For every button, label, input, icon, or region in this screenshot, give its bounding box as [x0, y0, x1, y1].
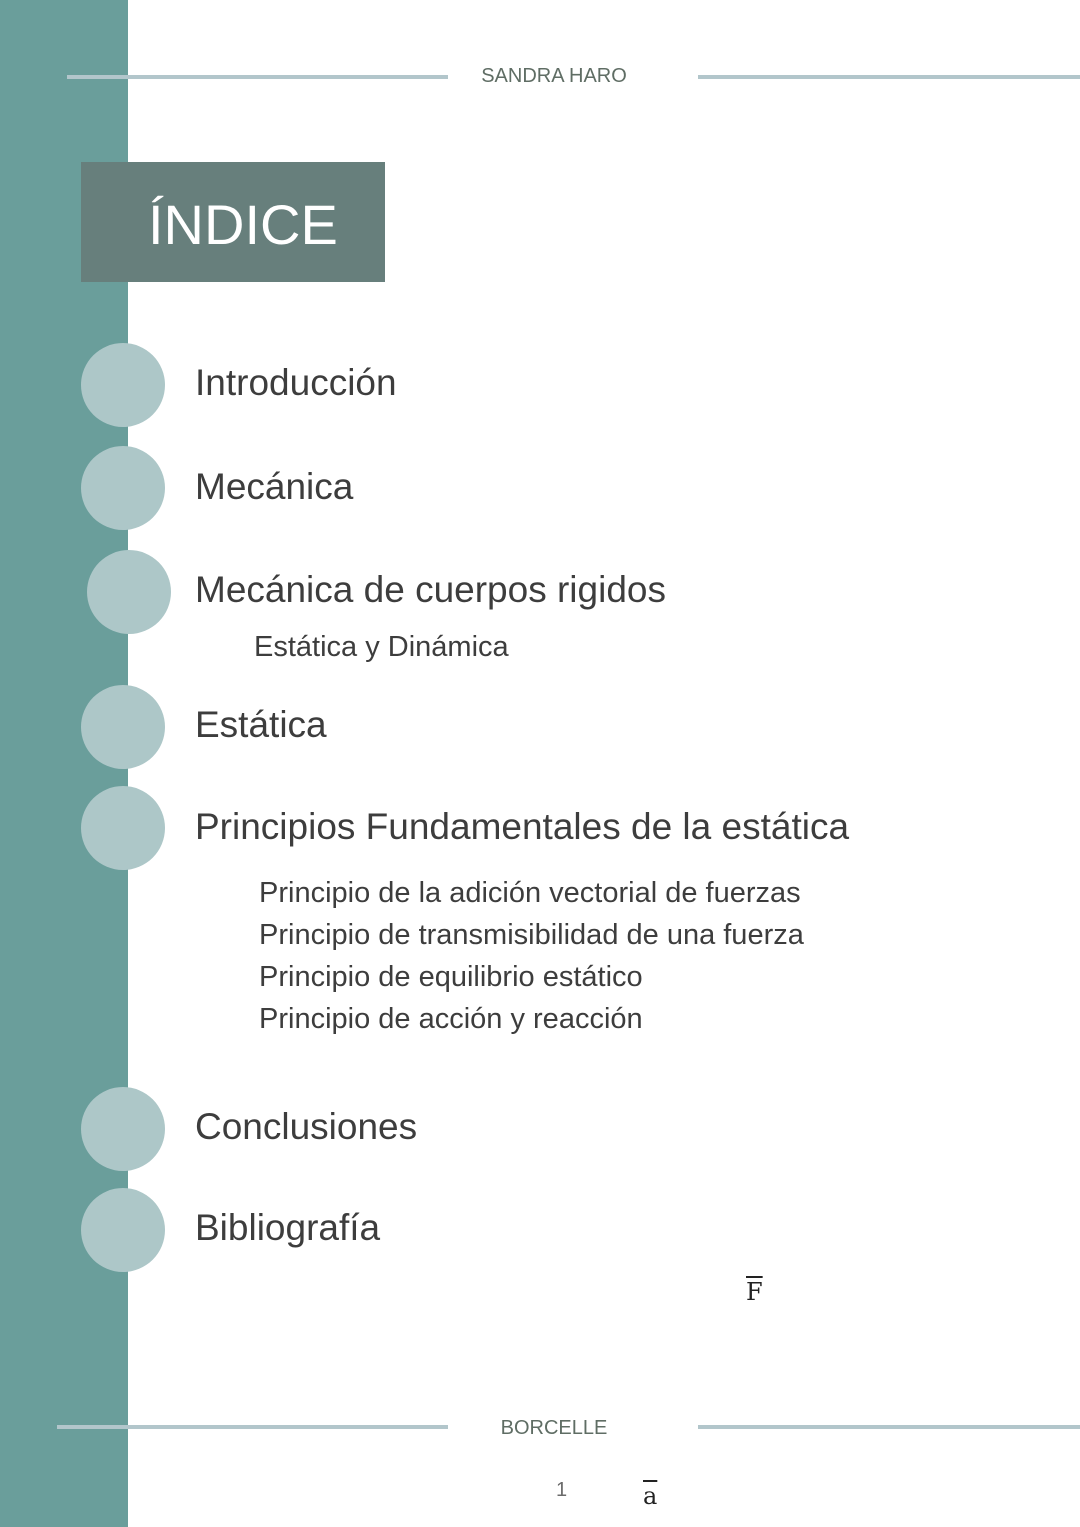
toc-item-mecanica-cuerpos-rigidos[interactable]: Mecánica de cuerpos rigidos: [195, 569, 666, 610]
bullet-circle: [81, 343, 165, 427]
title-box: [81, 162, 385, 282]
page-number: 1: [556, 1479, 568, 1501]
toc-subitem[interactable]: Principio de acción y reacción: [259, 1003, 643, 1035]
bullet-circle: [81, 446, 165, 530]
footer-rule-left: [57, 1425, 448, 1429]
bullet-circle: [81, 1087, 165, 1171]
bullet-circle: [81, 1188, 165, 1272]
toc-subitem[interactable]: Principio de equilibrio estático: [259, 961, 643, 993]
toc-item-conclusiones[interactable]: Conclusiones: [195, 1106, 418, 1147]
toc-item-introduccion[interactable]: Introducción: [195, 362, 397, 403]
toc-item-estatica[interactable]: Estática: [195, 704, 327, 745]
toc-item-principios[interactable]: Principios Fundamentales de la estática: [195, 806, 850, 847]
header-rule-right: [698, 75, 1080, 79]
force-vector-symbol: $\overline{F}$: [746, 1278, 763, 1306]
toc-subitem[interactable]: Principio de transmisibilidad de una fuerza: [259, 919, 804, 951]
toc-subitem[interactable]: Principio de la adición vectorial de fuerzas: [259, 877, 801, 909]
page-title: ÍNDICE: [148, 193, 338, 256]
acceleration-vector-symbol: $\overline{a}$: [643, 1482, 658, 1510]
footer-rule-right: [698, 1425, 1080, 1429]
toc-item-mecanica[interactable]: Mecánica: [195, 466, 354, 507]
bullet-circle: [87, 550, 171, 634]
toc-item-bibliografia[interactable]: Bibliografía: [195, 1207, 381, 1248]
header-author: SANDRA HARO: [481, 65, 627, 87]
footer-brand: BORCELLE: [500, 1417, 608, 1439]
bullet-circle: [81, 786, 165, 870]
bullet-circle: [81, 685, 165, 769]
toc-subitem[interactable]: Estática y Dinámica: [254, 631, 509, 663]
header-rule-left: [67, 75, 448, 79]
